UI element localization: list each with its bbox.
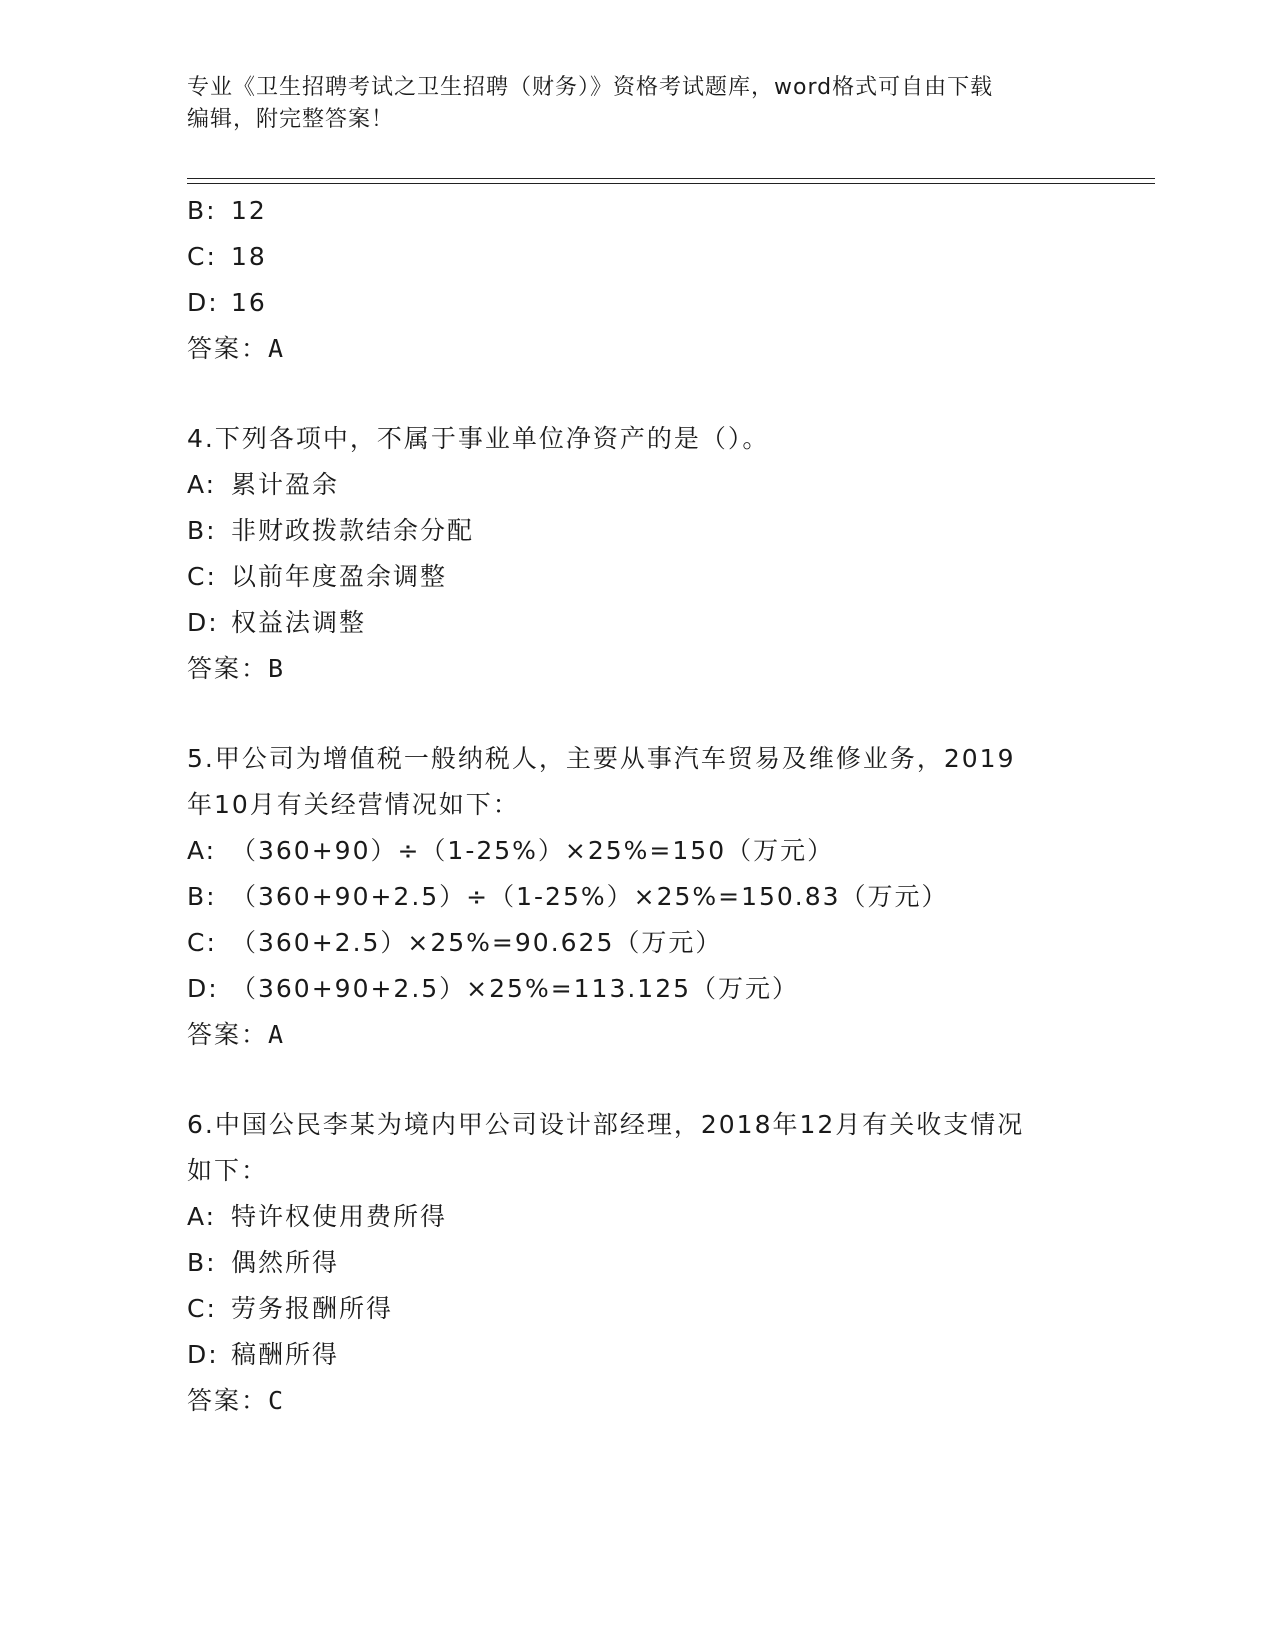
- question-title: 4.下列各项中，不属于事业单位净资产的是（）。: [187, 424, 770, 453]
- option-row: [187, 874, 1167, 920]
- option-letter: D:: [187, 1340, 219, 1369]
- option-row: [187, 554, 1167, 600]
- option-row: [187, 1194, 1167, 1240]
- question-5-block: [187, 736, 1167, 1058]
- option-letter: D:: [187, 288, 219, 317]
- option-row: [187, 188, 1167, 234]
- option-row: [187, 234, 1167, 280]
- option-text: 18: [231, 242, 267, 271]
- answer-key: A: [268, 1020, 286, 1049]
- option-text: 稿酬所得: [231, 1340, 340, 1369]
- question-title-cont: 年10月有关经营情况如下：: [187, 790, 520, 819]
- option-row: [187, 828, 1167, 874]
- answer-row: [187, 1378, 1167, 1424]
- option-letter: C:: [187, 928, 217, 957]
- option-letter: B:: [187, 882, 217, 911]
- option-letter: A:: [187, 470, 217, 499]
- answer-row: [187, 646, 1167, 692]
- option-text: 劳务报酬所得: [231, 1294, 394, 1323]
- option-row: [187, 508, 1167, 554]
- option-letter: B:: [187, 1248, 217, 1277]
- option-text: 特许权使用费所得: [231, 1202, 448, 1231]
- option-letter: A:: [187, 836, 217, 865]
- question-title-cont: 如下：: [187, 1156, 269, 1185]
- option-text: （360+90+2.5）×25%=113.125（万元）: [231, 974, 800, 1003]
- option-text: 偶然所得: [231, 1248, 340, 1277]
- spacer: [187, 1058, 1167, 1102]
- header-divider-top: [187, 178, 1155, 179]
- option-text: 权益法调整: [231, 608, 367, 637]
- answer-key: A: [268, 334, 286, 363]
- option-letter: A:: [187, 1202, 217, 1231]
- answer-label: 答案：: [187, 654, 269, 683]
- option-text: 累计盈余: [231, 470, 340, 499]
- header-line-1: 专业《卫生招聘考试之卫生招聘（财务）》资格考试题库，word格式可自由下载: [187, 75, 994, 100]
- answer-label: 答案：: [187, 1386, 269, 1415]
- option-row: [187, 1240, 1167, 1286]
- question-content: [187, 188, 1167, 1424]
- option-letter: C:: [187, 242, 217, 271]
- answer-label: 答案：: [187, 334, 269, 363]
- answer-label: 答案：: [187, 1020, 269, 1049]
- option-text: 非财政拨款结余分配: [231, 516, 475, 545]
- question-title: 5.甲公司为增值税一般纳税人，主要从事汽车贸易及维修业务，2019: [187, 744, 1016, 773]
- option-letter: C:: [187, 1294, 217, 1323]
- option-text: 以前年度盈余调整: [231, 562, 448, 591]
- answer-key: C: [268, 1386, 286, 1415]
- header-line-2: 编辑，附完整答案！: [187, 107, 395, 132]
- answer-row: [187, 326, 1167, 372]
- question-6-block: [187, 1102, 1167, 1424]
- option-row: [187, 600, 1167, 646]
- option-row: [187, 920, 1167, 966]
- option-text: （360+90）÷（1-25%）×25%=150（万元）: [231, 836, 835, 865]
- spacer: [187, 372, 1167, 416]
- question-4-block: [187, 416, 1167, 692]
- option-row: [187, 280, 1167, 326]
- option-letter: D:: [187, 974, 219, 1003]
- question-3-block: [187, 188, 1167, 372]
- question-title: 6.中国公民李某为境内甲公司设计部经理，2018年12月有关收支情况: [187, 1110, 1025, 1139]
- option-row: [187, 1286, 1167, 1332]
- option-letter: B:: [187, 196, 217, 225]
- option-letter: C:: [187, 562, 217, 591]
- option-letter: B:: [187, 516, 217, 545]
- option-letter: D:: [187, 608, 219, 637]
- option-text: 16: [231, 288, 267, 317]
- option-row: [187, 1332, 1167, 1378]
- option-row: [187, 462, 1167, 508]
- answer-row: [187, 1012, 1167, 1058]
- header-divider-bottom: [187, 183, 1155, 184]
- option-text: （360+2.5）×25%=90.625（万元）: [231, 928, 723, 957]
- option-text: （360+90+2.5）÷（1-25%）×25%=150.83（万元）: [231, 882, 949, 911]
- option-row: [187, 966, 1167, 1012]
- spacer: [187, 692, 1167, 736]
- option-text: 12: [231, 196, 267, 225]
- answer-key: B: [268, 654, 286, 683]
- document-header: [187, 72, 1087, 136]
